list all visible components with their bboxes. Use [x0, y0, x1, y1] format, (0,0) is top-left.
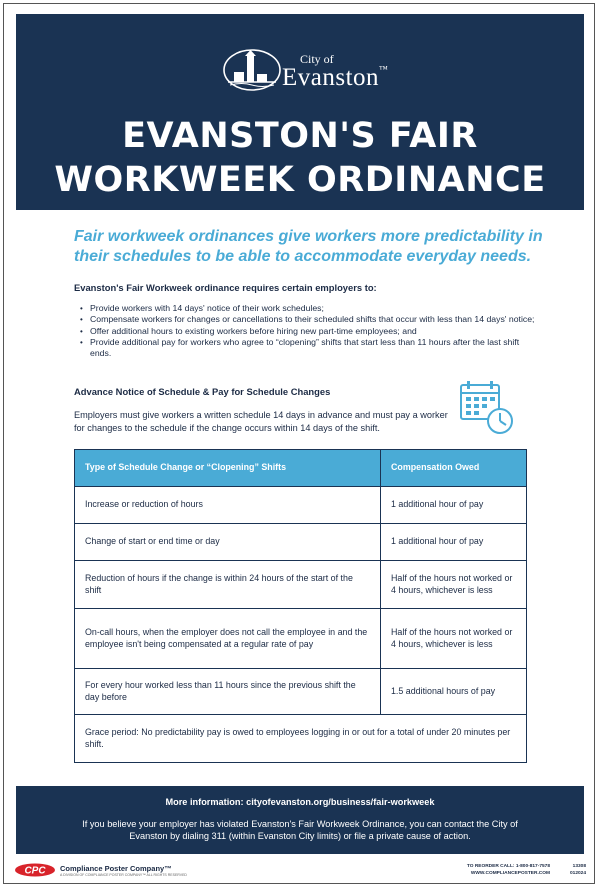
requirement-item: • Compensate workers for changes or cancellations to their scheduled shifts that occur with less than 14 days' notice; [74, 314, 536, 325]
logo-evanston: Evanston™ [282, 64, 389, 91]
logo-city-of: City of [300, 52, 334, 66]
footer-banner [16, 786, 584, 854]
poster-codes [556, 863, 586, 877]
schedule-change-cell: For every hour worked less than 11 hours since the previous shift the day before [75, 669, 381, 715]
compensation-cell: Half of the hours not worked or 4 hours, whichever is less [381, 609, 527, 669]
publisher-subline: A DIVISION OF COMPLIANCE POSTER COMPANY™ ALL RIGHTS RESERVED [60, 873, 187, 877]
header-banner [16, 14, 584, 210]
table-row [75, 669, 527, 715]
violation-contact-text: If you believe your employer has violated Evanston's Fair Workweek Ordinance, you can contact the City of Evanston by dialing 311 (within Evanston City limits) or file a private cause of action. [82, 819, 518, 841]
table-row [75, 561, 527, 609]
table-row-grace [75, 715, 527, 763]
page-title [16, 114, 584, 202]
table-row [75, 609, 527, 669]
table-header-row [75, 450, 527, 487]
schedule-change-cell: Increase or reduction of hours [75, 487, 381, 524]
reorder-info [440, 863, 550, 877]
advance-notice-heading: Advance Notice of Schedule & Pay for Schedule Changes [74, 386, 331, 397]
header-schedule-change: Type of Schedule Change or “Clopening” Shifts [75, 450, 381, 487]
poster-code: 13308 [572, 864, 586, 869]
requirements-lead: Evanston's Fair Workweek ordinance requires certain employers to: [74, 282, 377, 293]
calendar-clock-icon [458, 379, 516, 442]
reorder-phone: TO REORDER CALL: 1-800-817-7578 [466, 864, 550, 869]
intro-statement: Fair workweek ordinances give workers more predictability in their schedules to be able to accommodate everyday needs. [74, 228, 543, 265]
table-row [75, 524, 527, 561]
header-compensation: Compensation Owed [381, 450, 527, 487]
advance-notice-text: Employers must give workers a written schedule 14 days in advance and must pay a worker for changes to the schedule if the change occurs within 14 days of the shift. [74, 410, 448, 433]
requirements-list [74, 303, 536, 359]
city-of-evanston-logo [222, 48, 392, 100]
table-row [75, 487, 527, 524]
schedule-change-cell: On-call hours, when the employer does not call the employee in and the employee isn't being compensated at a regular rate of pay [75, 609, 381, 669]
title-line-2: WORKWEEK ORDINANCE [54, 160, 546, 200]
compensation-table [74, 449, 527, 763]
schedule-change-cell: Change of start or end time or day [75, 524, 381, 561]
cpc-logo [14, 863, 56, 882]
cpc-logo-text: CPC [24, 865, 46, 877]
grace-period-cell: Grace period: No predictability pay is owed to employees logging in or out for a total of under 20 minutes per shift. [75, 715, 527, 763]
requirement-item: • Provide workers with 14 days' notice of their work schedules; [74, 303, 536, 314]
publisher-name: Compliance Poster Company™ [60, 864, 172, 873]
publisher-website: WWW.COMPLIANCEPOSTER.COM [470, 871, 550, 876]
requirement-item: • Offer additional hours to existing workers before hiring new part-time employees; and [74, 326, 536, 337]
poster-date-code: 012024 [569, 871, 586, 876]
title-line-1: EVANSTON'S FAIR [122, 116, 478, 156]
schedule-change-cell: Reduction of hours if the change is within 24 hours of the start of the shift [75, 561, 381, 609]
compensation-cell: 1 additional hour of pay [381, 487, 527, 524]
compensation-cell: Half of the hours not worked or 4 hours, whichever is less [381, 561, 527, 609]
compensation-cell: 1 additional hour of pay [381, 524, 527, 561]
lighthouse-icon [222, 48, 284, 100]
compensation-cell: 1.5 additional hours of pay [381, 669, 527, 715]
requirement-item: • Provide additional pay for workers who agree to “clopening” shifts that start less than 11 hours after the last shift ends. [74, 337, 536, 360]
more-info-link[interactable]: More information: cityofevanston.org/business/fair-workweek [165, 797, 435, 807]
